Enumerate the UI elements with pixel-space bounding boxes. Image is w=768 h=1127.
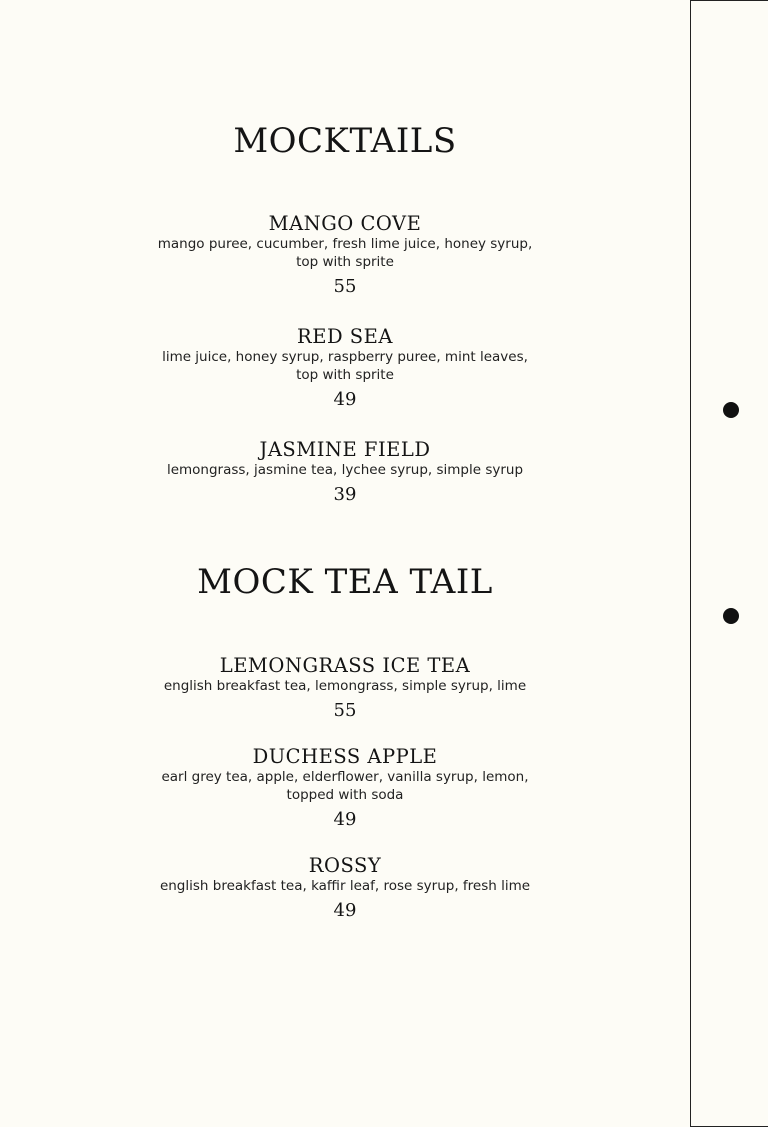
item-price: 55 [333,276,357,297]
item-name: MANGO COVE [268,212,422,235]
item-price: 49 [333,809,357,830]
item-description-line: earl grey tea, apple, elderflower, vanilla syrup, lemon, [161,769,529,785]
item-description-line: mango puree, cucumber, fresh lime juice, honey syrup, [157,236,533,252]
menu-item-rossy [0,855,690,921]
item-description-line: lime juice, honey syrup, raspberry puree, mint leaves, [162,349,528,365]
item-description-line: topped with soda [286,787,404,803]
binder-hole [723,402,739,418]
binder-tab [690,0,768,1127]
item-price: 39 [333,484,357,505]
binder-hole [723,608,739,624]
item-name: LEMONGRASS ICE TEA [219,654,471,677]
item-description [0,877,690,895]
item-price: 55 [333,700,357,721]
item-description-line: english breakfast tea, lemongrass, simple syrup, lime [163,678,527,694]
item-description-line: top with sprite [296,254,394,270]
item-description [0,348,690,384]
menu-item-jasmine-field [0,439,690,505]
item-name: DUCHESS APPLE [252,745,438,768]
item-description-line: english breakfast tea, kaffir leaf, rose syrup, fresh lime [159,878,531,894]
section-title-mocktails: MOCKTAILS [233,121,457,161]
item-description [0,677,690,695]
item-description-line: lemongrass, jasmine tea, lychee syrup, simple syrup [166,462,524,478]
item-description [0,235,690,271]
item-price: 49 [333,389,357,410]
item-description [0,461,690,479]
menu-item-mango-cove [0,213,690,297]
section-title-mock-tea-tail: MOCK TEA TAIL [197,562,493,602]
item-description-line: top with sprite [296,367,394,383]
item-description [0,768,690,804]
item-name: ROSSY [308,854,382,877]
item-price: 49 [333,900,357,921]
item-name: RED SEA [297,325,393,348]
item-name: JASMINE FIELD [259,438,431,461]
menu-item-duchess-apple [0,746,690,830]
menu-item-lemongrass-ice-tea [0,655,690,721]
menu-item-red-sea [0,326,690,410]
